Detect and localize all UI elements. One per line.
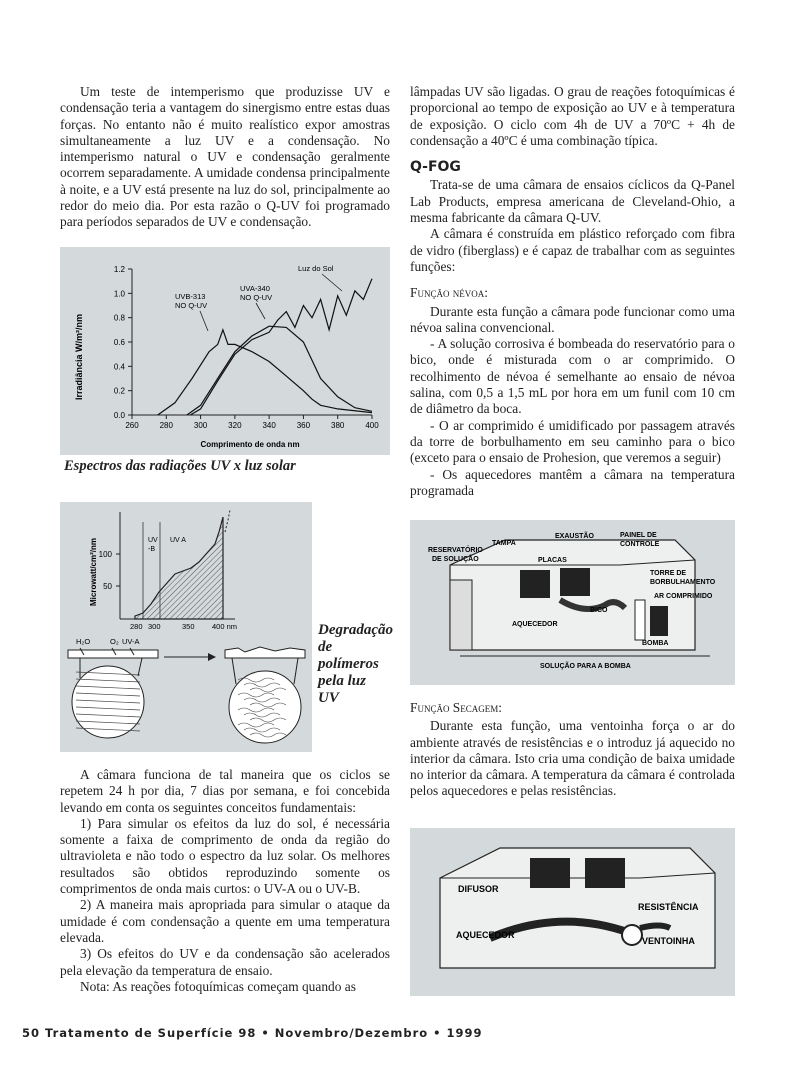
x-tick-label: 320 (228, 421, 242, 430)
dry-chamber-illustration (410, 828, 735, 996)
degraded-circle (229, 671, 301, 743)
page-footer: 50 Tratamento de Superfície 98 • Novembro/Dezembro • 1999 (22, 1026, 483, 1040)
x-tick-label: 260 (125, 421, 139, 430)
label-uva-short: UV-A (122, 637, 140, 646)
label-uva: UV A (170, 537, 186, 544)
caption-line: UV (318, 690, 339, 706)
subheading: Função Secagem: (410, 700, 502, 715)
x-tick-label: 380 (331, 421, 345, 430)
spectrum-chart (60, 247, 390, 455)
paragraph: - O ar comprimido é umidificado por passagem através da torre de borbulhamento em seu caminho para o bico (exceto para o ensaio de Prohesion, que veremos a seguir) (410, 417, 735, 466)
chart2-xtick-300: 300 (148, 622, 161, 631)
qfog-fog-diagram (410, 520, 735, 685)
x-tick-label: 400 (365, 421, 379, 430)
qfog-dry-diagram (410, 828, 735, 996)
paragraph: Trata-se de uma câmara de ensaios cíclicos da Q-Panel Lab Products, empresa americana de Cleveland-Ohio, a mesma fabricante da câmara Q-UV. (410, 177, 735, 226)
left-column-bottom (60, 767, 390, 995)
label-bomba: BOMBA (642, 640, 669, 647)
chart2-xtick-400: 400 nm (212, 622, 238, 631)
paragraph: Um teste de intemperismo que produzisse UV e condensação teria a vantagem do sinergismo entre estas duas forças. No entanto não é muito realístico expor amostras simultaneamente a luz UV e a condensação. No intemperismo natural o UV e condensação geralmente ocorrem separadamente. A umidade condensa principalmente à noite, e a UV está presente na luz do sol, principalmente ao redor do meio dia. Por esta razão o Q-UV foi programado para períodos separados de UV e condensação. (60, 84, 390, 230)
label-aquecedor: AQUECEDOR (456, 930, 515, 940)
series-sunlight (190, 279, 372, 415)
label-uvb-2: NO Q-UV (175, 301, 208, 310)
label-sun: Luz do Sol (298, 264, 334, 273)
y-tick-label: 0.6 (113, 338, 125, 347)
x-tick-label: 360 (296, 421, 311, 430)
caption-line: polímeros (318, 656, 379, 672)
label-uvb: UVB-313 (175, 292, 206, 301)
spectrum-tail (225, 510, 230, 532)
paragraph: A câmara funciona de tal maneira que os ciclos se repetem 24 h por dia, 7 dias por semana, e foi concebida levando em conta os seguintes conceitos fundamentais: (60, 767, 390, 815)
arrow-head-icon (208, 653, 216, 661)
label-h2o: H₂O (76, 637, 91, 646)
chart2-ytick-50: 50 (103, 582, 112, 591)
paragraph: 1) Para simular os efeitos da luz do sol, é necessária somente a faixa de comprimento de onda da região do ultravioleta e não todo o espectro da luz solar. Os melhores resultados são obtidos reproduzindo somente os comprimentos de onda mais curtos: o UV-A ou o UV-B. (60, 815, 390, 897)
label-aquecedor: AQUECEDOR (512, 621, 558, 628)
label-resistencia: RESISTÊNCIA (638, 902, 699, 912)
right-column-bottom (410, 700, 735, 800)
paragraph: Nota: As reações fotoquímicas começam quando as (80, 978, 356, 994)
fog-chamber-illustration (410, 520, 735, 685)
y-tick-label: 0.4 (113, 362, 125, 372)
y-tick-label: 1.2 (113, 265, 125, 274)
chart1-caption: Espectros das radiações UV x luz solar (64, 458, 296, 474)
degraded-layer (225, 647, 305, 658)
chart2-xtick-350: 350 (182, 622, 195, 631)
paragraph: lâmpadas UV são ligadas. O grau de reações fotoquímicas é proporcional ao tempo de exposição ao UV e à temperatura de exposição. O ciclo com 4h de UV a 70ºC + 4h de condensação a 40ºC é uma combinação típica. (410, 84, 735, 148)
label-difusor: DIFUSOR (458, 884, 499, 894)
label-exaustao: EXAUSTÃO (555, 533, 594, 540)
label-reservatorio-2: DE SOLUÇÃO (432, 556, 479, 563)
label-uva: UVA-340 (240, 284, 270, 293)
y-tick-label: 1.0 (113, 289, 125, 299)
subheading: Função névoa: (410, 285, 489, 301)
x-tick-label: 340 (262, 421, 276, 430)
paragraph: A câmara é construída em plástico reforçado com fibra de vidro (fiberglass) e é capaz de trabalhar com as seguintes funções: (410, 226, 735, 274)
x-tick-label: 280 (159, 421, 173, 430)
label-placas: PLACAS (538, 557, 567, 564)
left-column-top (60, 84, 390, 231)
paragraph: Durante esta função a câmara pode funcionar como uma névoa salina convencional. (410, 303, 735, 335)
label-uvb: UV (148, 537, 158, 544)
right-column-top (410, 84, 735, 499)
pointer-uva (256, 303, 265, 319)
chart-ylabel: Irradiância W/m²/nm (74, 313, 84, 401)
paragraph: - Os aquecedores mantêm a câmara na temperatura programada (410, 466, 735, 498)
uv-spectrum-area (135, 517, 223, 619)
y-tick-label: 0.2 (113, 386, 125, 396)
caption-line: de (318, 639, 333, 655)
paragraph: - A solução corrosiva é bombeada do reservatório para o bico, onde é misturada com o ar comprimido. O recolhimento de névoa é semelhante ao ensaio de névoa salina, com 0,5 a 1,5 mL por hora em um funil com 10 cm de diâmetro da boca. (410, 336, 735, 417)
label-bico: BICO (590, 607, 608, 614)
degradation-caption (318, 622, 393, 707)
pointer-uvb (200, 311, 208, 331)
label-painel-1: PAINEL DE (620, 532, 657, 539)
spectrum-chart-panel (60, 247, 390, 455)
label-tampa: TAMPA (492, 540, 516, 547)
x-tick-label: 300 (193, 421, 208, 430)
label-torre-2: BORBULHAMENTO (650, 579, 716, 586)
degradation-panel (60, 502, 312, 752)
chart2-ytick-100: 100 (98, 550, 112, 559)
paragraph: 2) A maneira mais apropriada para simular o ataque da umidade é com condensação a quente em uma temperatura elevada. (60, 897, 390, 945)
section-heading: Q-FOG (410, 159, 461, 176)
label-torre-1: TORRE DE (650, 570, 687, 577)
paragraph: Durante esta função, uma ventoinha força o ar do ambiente através de resistências e o introduz já aquecido no interior da câmara. Isto cria uma condição de baixa umidade no interior da câmara. A temperatura da câmara é controlada pelos aquecedores e pelas resistências. (410, 718, 735, 799)
pointer-sun (322, 274, 342, 291)
series-uvb313 (158, 330, 372, 415)
paragraph: 3) Os efeitos do UV e da condensação são acelerados pela elevação da temperatura de ensaio. (60, 946, 390, 978)
y-tick-label: 0.0 (113, 411, 125, 420)
caption-line: pela luz (318, 673, 366, 689)
label-ventoinha: VENTOINHA (642, 936, 695, 946)
label-solucao: SOLUÇÃO PARA A BOMBA (540, 663, 631, 670)
label-painel-2: CONTROLE (620, 541, 660, 548)
chart-xlabel: Comprimento de onda nm (200, 440, 300, 449)
polymer-circle (72, 666, 144, 738)
chart2-xtick-280: 280 (130, 622, 143, 631)
label-uvb-2: -B (148, 546, 155, 553)
y-tick-label: 0.8 (113, 313, 125, 323)
label-o2: O₂ (110, 637, 119, 646)
chart2-ylabel: Microwatt/cm²/nm (89, 537, 98, 607)
degradation-figure (60, 502, 312, 752)
label-reservatorio-1: RESERVATÓRIO (428, 547, 483, 554)
label-uva-2: NO Q-UV (240, 293, 273, 302)
caption-line: Degradação (318, 622, 393, 638)
label-ar-comprimido: AR COMPRIMIDO (654, 593, 713, 600)
